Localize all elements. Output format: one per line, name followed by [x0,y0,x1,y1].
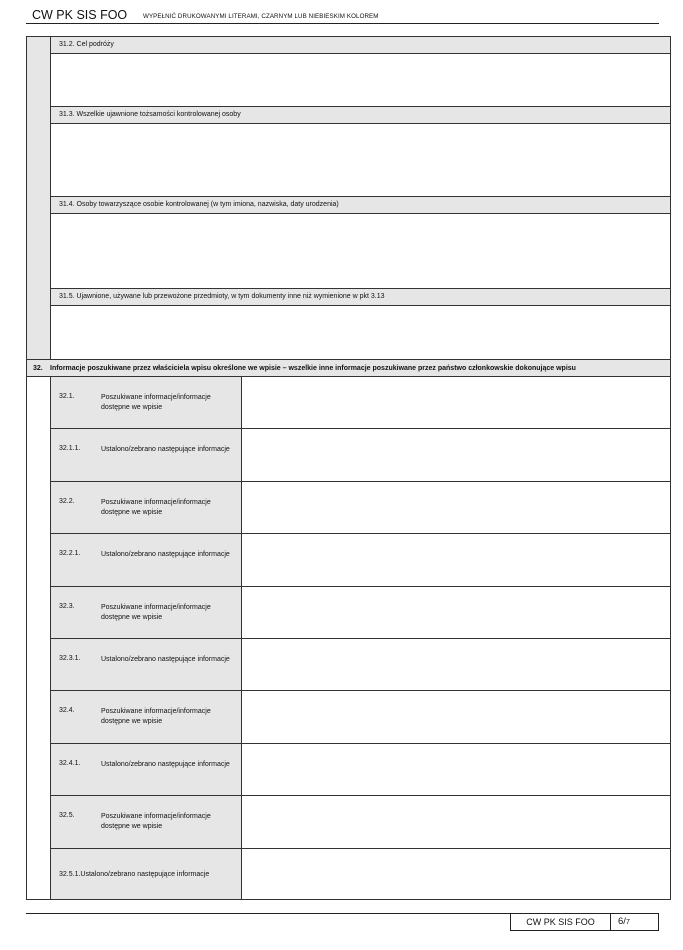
page-total: 7 [625,919,630,926]
table-row [51,587,670,639]
section-32-header [27,359,670,377]
field-32-3-1-input[interactable] [243,639,670,690]
field-32-3-input[interactable] [243,587,670,638]
table-row [51,744,670,796]
row-label: Poszukiwane informacje/informacje dostępne we wpisie [101,708,211,726]
field-31-2-input[interactable] [51,54,670,106]
row-label: Ustalono/zebrano następujące informacje [101,656,230,663]
field-32-5-input[interactable] [243,796,670,847]
field-32-2-input[interactable] [243,482,670,533]
field-32-5-1-input[interactable] [243,849,670,899]
field-32-1-input[interactable] [243,377,670,428]
row-number: 32.4. [59,707,75,715]
page-number [618,916,630,927]
field-32-2-1-input[interactable] [243,534,670,585]
field-31-4-input[interactable] [51,214,670,288]
table-row [51,377,670,429]
page-current: 6/ [618,916,626,927]
table-row [51,849,670,899]
row-number: 32.5. [59,812,75,820]
field-label-31-4: 31.4. Osoby towarzyszące osobie kontrolowanej (w tym imiona, nazwiska, daty urodzenia) [51,196,670,214]
row-label: Poszukiwane informacje/informacje dostępne we wpisie [101,498,211,516]
table-row [51,429,670,481]
fill-instruction: WYPEŁNIĆ DRUKOWANYMI LITERAMI, CZARNYM LUB NIEBIESKIM KOLOREM [143,13,379,20]
table-row [51,691,670,743]
page-footer [510,913,659,931]
page-header [26,8,659,24]
row-number: 32.3. [59,602,75,610]
section-31-sidebar [27,37,51,359]
field-label-31-3: 31.3. Wszelkie ujawnione tożsamości kontrolowanej osoby [51,106,670,124]
table-row [51,796,670,848]
table-row [51,534,670,586]
table-row [51,482,670,534]
row-number: 32.3.1. [59,655,81,662]
form-frame [26,36,671,900]
footer-form-code: CW PK SIS FOO [511,913,611,930]
row-number: 32.1.1. [59,445,81,453]
field-32-4-1-input[interactable] [243,744,670,795]
row-label: 32.5.1.Ustalono/zebrano następujące informacje [59,870,210,878]
row-label: Poszukiwane informacje/informacje dostępne we wpisie [101,394,211,411]
row-label: Ustalono/zebrano następujące informacje [101,446,230,454]
row-number: 32.2. [59,497,75,505]
row-label: Ustalono/zebrano następujące informacje [101,760,230,768]
row-number: 32.4.1. [59,759,81,767]
field-32-1-1-input[interactable] [243,429,670,480]
field-32-4-input[interactable] [243,691,670,742]
field-label-31-5: 31.5. Ujawnione, używane lub przewożone przedmioty, w tym dokumenty inne niż wymienione w pkt 3.13 [51,288,670,306]
row-number: 32.2.1. [59,550,81,558]
row-label: Poszukiwane informacje/informacje dostępne we wpisie [101,603,211,621]
row-label: Poszukiwane informacje/informacje dostępne we wpisie [101,813,211,831]
field-31-3-input[interactable] [51,124,670,196]
table-row [51,639,670,691]
row-label: Ustalono/zebrano następujące informacje [101,551,230,559]
section-32-sidebar [27,377,51,899]
field-31-5-input[interactable] [51,306,670,359]
section-32-title: Informacje poszukiwane przez właściciela wpisu określone we wpisie – wszelkie inne informacje poszukiwane przez państwo członkowskie dokonujące wpisu [50,365,576,372]
form-code: CW PK SIS FOO [32,8,128,22]
field-label-31-2: 31.2. Cel podróży [51,37,670,54]
section-32-number: 32. [33,365,43,372]
row-number: 32.1. [59,393,75,400]
